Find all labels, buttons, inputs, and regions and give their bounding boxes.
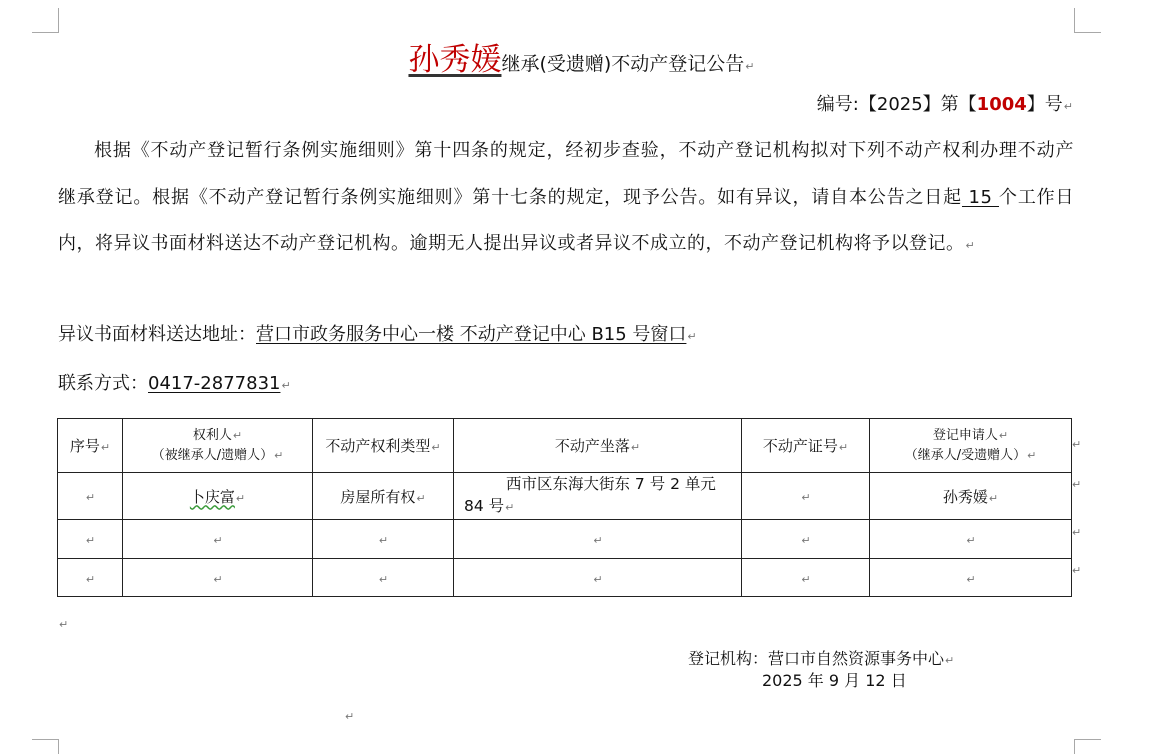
empty-cell: ↵ <box>313 520 454 559</box>
paragraph-mark-icon: ↵ <box>1063 100 1073 113</box>
table-row <box>58 559 1072 597</box>
cell-applicant: 孙秀媛↵ <box>870 473 1072 520</box>
body-part-2: 个工作日内，将异议书面材料送达不动产登记机构。逾期无人提出异议或者异议不成立的，不动产登记机构将予以登记。 <box>58 186 1074 254</box>
empty-cell: ↵ <box>742 520 870 559</box>
objection-address-line <box>58 320 697 346</box>
cell-cert-no: ↵ <box>742 473 870 520</box>
cell-holder: 卜庆富↵ <box>123 473 313 520</box>
crop-mark-top-right <box>1074 8 1101 33</box>
row-end-mark-icon: ↵ <box>1072 564 1082 577</box>
row-end-mark-icon: ↵ <box>1072 478 1082 491</box>
cell-location: 西市区东海大街东 7 号 2 单元 84 号↵ <box>454 473 742 520</box>
crop-mark-bottom-right <box>1074 739 1101 754</box>
objection-address-label: 异议书面材料送达地址： <box>58 324 256 345</box>
contact-line <box>58 369 291 395</box>
contact-value: 0417-2877831 <box>148 373 281 394</box>
header-holder: 权利人↵ （被继承人/遗赠人）↵ <box>123 419 313 473</box>
announcement-body <box>58 128 1074 270</box>
body-part-1: 根据《不动产登记暂行条例实施细则》第十四条的规定，经初步查验，不动产登记机构拟对下列不动产权利办理不动产继承登记。根据《不动产登记暂行条例实施细则》第十七条的规定，现予公告。如有异议，请自本公告之日起 <box>58 140 1074 208</box>
objection-days: 15 <box>961 186 999 208</box>
empty-cell: ↵ <box>870 520 1072 559</box>
table-row <box>58 473 1072 520</box>
doc-number-suffix: 】号 <box>1026 94 1063 115</box>
header-applicant: 登记申请人↵ （继承人/受遗赠人）↵ <box>870 419 1072 473</box>
paragraph-mark-icon: ↵ <box>687 330 697 343</box>
announcement-title <box>0 34 1163 79</box>
empty-cell: ↵ <box>58 520 123 559</box>
empty-cell: ↵ <box>454 520 742 559</box>
empty-cell: ↵ <box>313 559 454 597</box>
empty-cell: ↵ <box>58 559 123 597</box>
crop-mark-bottom-left <box>32 739 59 754</box>
row-end-mark-icon: ↵ <box>1072 526 1082 539</box>
announcement-date: 2025 年 9 月 12 日 <box>762 671 907 690</box>
header-right-type: 不动产权利类型↵ <box>313 419 454 473</box>
header-seq: 序号↵ <box>58 419 123 473</box>
document-number <box>817 90 1073 116</box>
cell-seq: ↵ <box>58 473 123 520</box>
paragraph-mark-icon: ↵ <box>965 239 976 252</box>
title-name: 孙秀媛 <box>408 42 502 78</box>
header-cert-no: 不动产证号↵ <box>742 419 870 473</box>
table-header-row <box>58 419 1072 473</box>
header-location: 不动产坐落↵ <box>454 419 742 473</box>
body-paragraph <box>58 128 1074 270</box>
contact-label: 联系方式： <box>58 373 148 394</box>
table-row <box>58 520 1072 559</box>
cell-right-type: 房屋所有权↵ <box>313 473 454 520</box>
objection-address-value: 营口市政务服务中心一楼 不动产登记中心 B15 号窗口 <box>256 324 687 345</box>
empty-cell: ↵ <box>454 559 742 597</box>
property-table <box>57 418 1072 597</box>
registration-org: 登记机构：营口市自然资源事务中心↵ <box>688 649 955 668</box>
empty-cell: ↵ <box>742 559 870 597</box>
paragraph-mark-icon: ↵ <box>745 60 755 73</box>
doc-number-value: 1004 <box>976 94 1027 115</box>
row-end-mark-icon: ↵ <box>1072 438 1082 451</box>
paragraph-mark-icon: ↵ <box>281 379 291 392</box>
paragraph-mark-icon: ↵ <box>345 710 355 723</box>
crop-mark-top-left <box>32 8 59 33</box>
title-rest: 继承(受遗赠)不动产登记公告 <box>501 53 745 75</box>
empty-cell: ↵ <box>123 520 313 559</box>
empty-cell: ↵ <box>870 559 1072 597</box>
empty-cell: ↵ <box>123 559 313 597</box>
doc-number-prefix: 编号:【2025】第【 <box>816 94 977 115</box>
paragraph-mark-icon: ↵ <box>59 618 69 631</box>
